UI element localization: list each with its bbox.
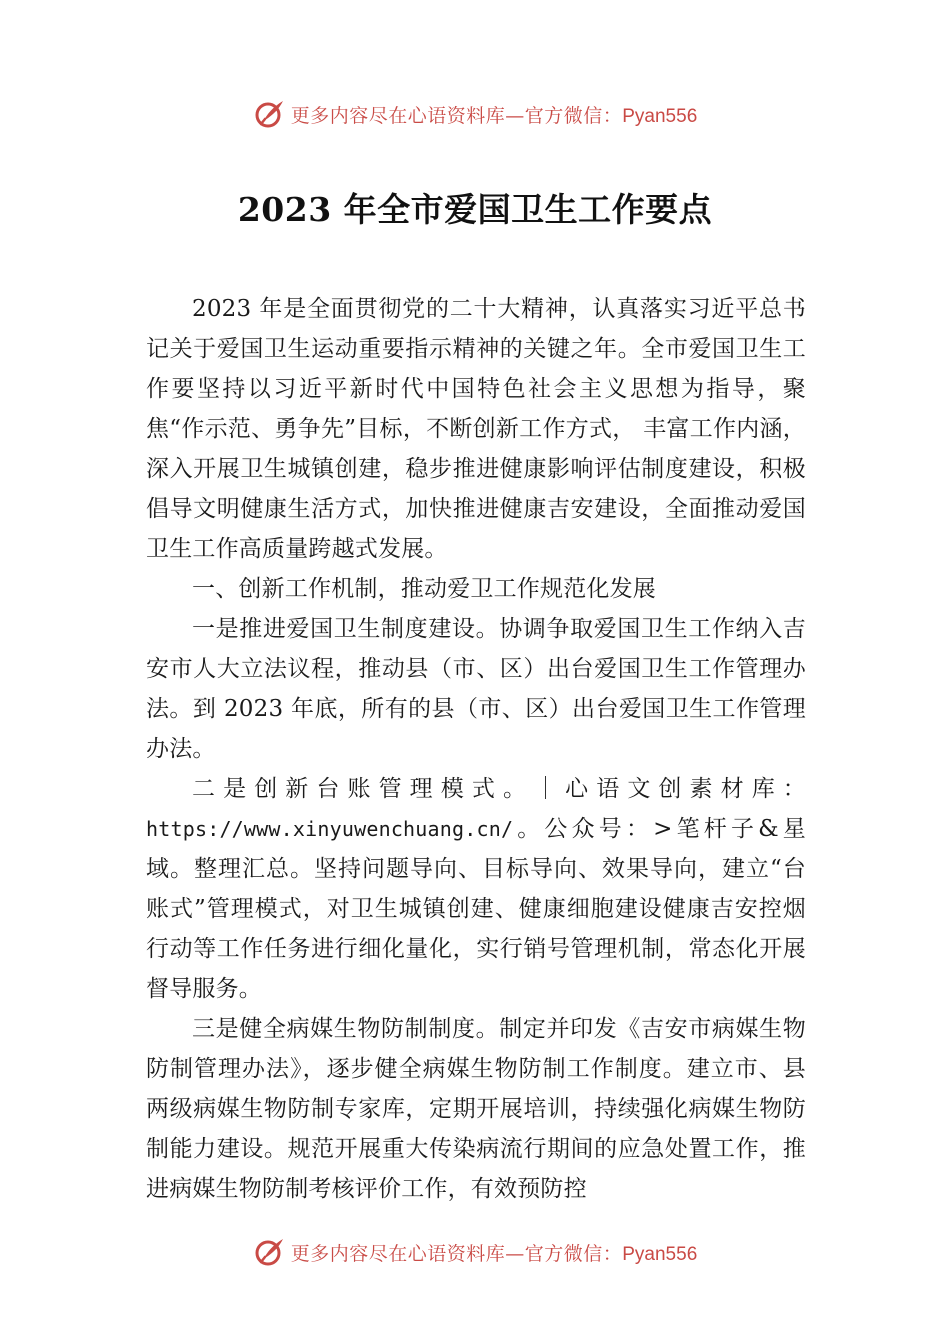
source-url: https://www.xinyuwenchuang.cn/ bbox=[146, 817, 514, 841]
paragraph-item-1: 一是推进爱国卫生制度建设。协调争取爱国卫生工作纳入吉安市人大立法议程，推动县（市、区）出台爱国卫生工作管理办法。到 2023 年底，所有的县（市、区）出台爱国卫生工作管理办法。 bbox=[146, 616, 806, 762]
paragraph-intro: 2023 年是全面贯彻党的二十大精神，认真落实习近平总书记关于爱国卫生运动重要指示精神的关键之年。全市爱国卫生工作要坚持以习近平新时代中国特色社会主义思想为指导，聚焦“作示范、勇争先”目标，不断创新工作方式， 丰富工作内涵，深入开展卫生城镇创建，稳步推进健康影响评估制度建设，积极倡导文明健康生活方式，加快推进健康吉安建设，全面推动爱国卫生工作高质量跨越式发展。 bbox=[146, 296, 806, 562]
paragraph-item-3: 三是健全病媒生物防制制度。制定并印发《吉安市病媒生物防制管理办法》，逐步健全病媒生物防制工作制度。建立市、县两级病媒生物防制专家库，定期开展培训，持续强化病媒生物防制能力建设。规范开展重大传染病流行期间的应急处置工作，推进病媒生物防制考核评价工作，有效预防控 bbox=[146, 1016, 806, 1202]
wechat-account: Pyan556 bbox=[622, 105, 698, 127]
section-heading-1: 一、创新工作机制，推动爱卫工作规范化发展 bbox=[192, 576, 656, 602]
banner-text: 更多内容尽在心语资料库—官方微信：Pyan556 bbox=[290, 104, 698, 127]
document-title: 2023 年全市爱国卫生工作要点 bbox=[237, 190, 713, 229]
quill-logo-icon bbox=[253, 98, 285, 130]
paragraph-item-2 bbox=[146, 769, 806, 1009]
document-body bbox=[146, 289, 806, 1209]
quill-logo-icon bbox=[253, 1236, 285, 1268]
header-banner bbox=[0, 94, 950, 134]
wechat-account: Pyan556 bbox=[622, 1243, 698, 1265]
banner-text: 更多内容尽在心语资料库—官方微信：Pyan556 bbox=[290, 1242, 698, 1265]
item-2-lead: 二是创新台账管理模式。｜心语文创素材库： bbox=[192, 776, 806, 802]
footer-banner bbox=[0, 1232, 950, 1272]
item-2-rest: 。公众号：>笔杆子&星域。整理汇总。坚持问题导向、目标导向、效果导向，建立“台账式”管理模式，对卫生城镇创建、健康细胞建设健康吉安控烟行动等工作任务进行细化量化，实行销号管理机制，常态化开展督导服务。 bbox=[146, 816, 806, 1002]
